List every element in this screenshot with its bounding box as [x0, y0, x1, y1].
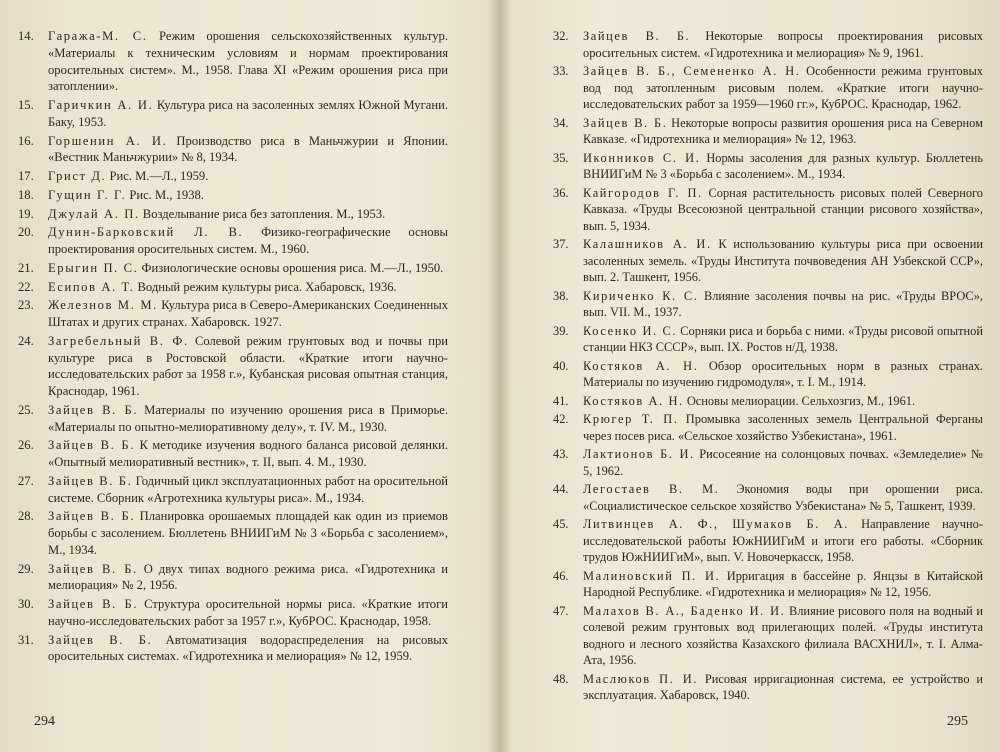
entry-author: Зайцев В. Б.: [48, 438, 135, 453]
entry-text: Ирригация в бассейне р. Янцзы в Китайской Народной Республике. «Гидротехника и мелиорация» № 12, 1956.: [583, 568, 984, 599]
entry-author: Зайцев В. Б., Семененко А. Н.: [583, 64, 801, 78]
entry-number: 18.: [18, 187, 34, 202]
entry-text: Влияние засоления почвы на рис. «Труды ВРОС», вып. VII. М., 1937.: [583, 288, 983, 319]
entry-author: Лактионов Б. И.: [583, 447, 695, 461]
entry-number: 42.: [553, 412, 569, 426]
entry-text: Промывка засоленных земель Центральной Ферганы через посев риса. «Сельское хозяйство Узбекистана», 1961.: [583, 412, 984, 443]
bibliography-entry: [553, 63, 983, 113]
entry-number: 39.: [553, 323, 569, 338]
bibliography-entry: [553, 393, 983, 410]
bibliography-entry: [18, 632, 448, 666]
bibliography-entry: [553, 28, 983, 61]
entry-number: 25.: [18, 402, 34, 417]
entry-number: 48.: [553, 671, 569, 686]
bibliography-entry: [18, 206, 448, 223]
bibliography-entry: [18, 561, 448, 595]
entry-author: Костяков А. Н.: [583, 358, 699, 373]
entry-number: 47.: [553, 603, 569, 618]
bibliography-entry: [18, 97, 448, 131]
bibliography-entry: [18, 260, 448, 277]
entry-number: 41.: [553, 393, 569, 408]
entry-author: Костяков А. Н.: [583, 393, 684, 408]
entry-author: Джулай А. П.: [48, 206, 140, 221]
entry-text: Рис. М.—Л., 1959.: [109, 169, 209, 183]
entry-author: Зайцев В. Б.: [48, 632, 153, 647]
bibliography-entry: [553, 481, 983, 514]
right-page: [553, 28, 983, 706]
entry-text: Сорная растительность рисовых полей Северного Кавказа. «Труды Всесоюзной центральной станции рисового хозяйства», вып. 5, 1934.: [583, 185, 983, 233]
bibliography-entry: [553, 323, 983, 356]
entry-author: Зайцев В. Б.: [48, 402, 139, 417]
entry-text: Сорняки риса и борьба с ними. «Труды рисовой опытной станции НКЗ СССР», вып. IX. Ростов н/Д, 1938.: [583, 323, 983, 354]
entry-text: Направление научно-исследовательской работы ЮжНИИГиМ и итоги его работы. «Сборник трудов ЮжНИИГиМ», вып. V. Новочеркасск, 1958.: [583, 517, 983, 564]
entry-text: Солевой режим грунтовых вод и почвы при культуре риса в Ростовской области. «Краткие итоги научно-исследовательских работ за 1958 г.», Кубанская рисовая опытная станция, Краснодар, 1961.: [48, 333, 448, 398]
bibliography-entry: [18, 402, 448, 436]
entry-author: Малиновский П. И.: [583, 568, 721, 583]
left-page: [18, 28, 448, 667]
entry-number: 44.: [553, 482, 569, 496]
bibliography-entry: [18, 187, 448, 204]
bibliography-entry: [553, 115, 983, 148]
bibliography-entry: [553, 236, 983, 286]
entry-author: Зайцев В. Б.: [48, 473, 133, 488]
entry-author: Горшенин А. И.: [48, 133, 168, 148]
entry-number: 37.: [553, 237, 569, 251]
entry-number: 32.: [553, 29, 569, 43]
entry-author: Маслюков П. И.: [583, 671, 699, 686]
entry-author: Малахов В. А., Баденко И. И.: [583, 603, 786, 618]
bibliography-entry: [553, 411, 983, 444]
entry-number: 30.: [18, 597, 34, 611]
entry-number: 45.: [553, 517, 569, 531]
entry-text: Структура оросительной нормы риса. «Краткие итоги научно-исследовательских работ за 1957 г.», КубРОС. Краснодар, 1958.: [48, 597, 449, 628]
entry-text: Режим орошения сельскохозяйственных культур. «Материалы к техническим условиям и нормам проектирования оросительных систем». М., 1958. Глава XI «Режим орошения риса при затоплении».: [48, 29, 448, 94]
entry-text: Возделывание риса без затопления. М., 1953.: [142, 206, 386, 221]
bibliography-entry: [18, 333, 448, 400]
entry-author: Гаричкин А. И.: [48, 98, 154, 112]
entry-author: Зайцев В. Б.: [48, 597, 139, 611]
entry-author: Есипов А. Т.: [48, 279, 135, 294]
entry-number: 33.: [553, 64, 569, 78]
entry-text: Годичный цикл эксплуатационных работ на оросительной системе. Сборник «Агротехника культуры риса». М., 1934.: [48, 473, 448, 505]
bibliography-entry: [553, 568, 983, 601]
entry-text: Обзор оросительных норм в разных странах. Материалы по изучению гидромодуля», т. I. М., 1914.: [583, 358, 983, 389]
entry-text: Рисосеяние на солонцовых почвах. «Земледелие» № 5, 1962.: [583, 447, 983, 478]
entry-text: Культура риса на засоленных землях Южной Мугани. Баку, 1953.: [48, 98, 448, 129]
page-number-left: 294: [34, 714, 55, 729]
entry-author: Легостаев В. М.: [583, 482, 720, 496]
entry-author: Гаража-М. С.: [48, 29, 148, 43]
bibliography-entry: [553, 185, 983, 235]
entry-author: Литвинцев А. Ф., Шумаков Б. А.: [583, 517, 849, 531]
bibliography-entry: [18, 473, 448, 507]
entry-author: Кайгородов Г. П.: [583, 185, 703, 200]
entry-author: Зайцев В. Б.: [48, 509, 136, 524]
entry-text: Особенности режима грунтовых вод под затопленным рисовым полем. «Краткие итоги научно-исследовательских работ за 1959—1960 гг.», КубРОС. Краснодар, 1962.: [583, 64, 983, 111]
entry-number: 40.: [553, 358, 569, 373]
entry-text: Основы мелиорации. Сельхозгиз, М., 1961.: [686, 393, 916, 408]
entry-author: Дунин-Барковский Л. В.: [48, 225, 244, 240]
entry-number: 23.: [18, 298, 34, 313]
entry-text: Водный режим культуры риса. Хабаровск, 1936.: [137, 279, 397, 294]
bibliography-entry: [18, 437, 448, 471]
entry-text: Материалы по изучению орошения риса в Приморье. «Материалы по опытно-мелиоративному делу», т. IV. М., 1930.: [48, 402, 448, 434]
entry-author: Железнов М. М.: [48, 298, 158, 313]
entry-number: 43.: [553, 447, 569, 461]
bibliography-entry: [18, 28, 448, 95]
bibliography-entry: [18, 596, 448, 630]
entry-text: О двух типах водного режима риса. «Гидротехника и мелиорация» № 2, 1956.: [48, 561, 449, 593]
bibliography-entry: [553, 446, 983, 479]
entry-number: 17.: [18, 169, 34, 183]
bibliography-entry: [18, 508, 448, 558]
bibliography-entry: [553, 358, 983, 391]
entry-number: 35.: [553, 150, 569, 165]
entry-text: Рисовая ирригационная система, ее устройство и эксплуатация. Хабаровск, 1940.: [583, 671, 983, 702]
entry-number: 36.: [553, 185, 569, 200]
entry-text: Экономия воды при орошении риса. «Социалистическое сельское хозяйство Узбекистана» № 5, Ташкент, 1939.: [583, 482, 984, 513]
entry-text: К методике изучения водного баланса рисовой делянки. «Опытный мелиоративный вестник», т. II, вып. 4. М., 1930.: [48, 438, 448, 469]
entry-number: 26.: [18, 438, 34, 453]
entry-number: 20.: [18, 225, 34, 240]
bibliography-entry: [553, 603, 983, 669]
entry-author: Калашников А. И.: [583, 237, 712, 251]
entry-text: Физиологические основы орошения риса. М.—Л., 1950.: [141, 260, 444, 275]
entry-number: 27.: [18, 473, 34, 488]
bibliography-entry: [18, 168, 448, 185]
entry-number: 15.: [18, 98, 34, 112]
entry-author: Ерыгин П. С.: [48, 260, 139, 275]
entry-author: Гущин Г. Г.: [48, 187, 127, 202]
bibliography-entry: [18, 133, 448, 167]
entry-text: Планировка орошаемых площадей как один из приемов борьбы с засолением. Бюллетень ВНИИГиМ № 3 «Борьба с засолением», М., 1934.: [48, 509, 448, 557]
entry-text: Автоматизация водораспределения на рисовых оросительных системах. «Гидротехника и мелиорация» № 12, 1959.: [48, 632, 449, 664]
entry-author: Иконников С. И.: [583, 150, 701, 165]
entry-text: Нормы засоления для разных культур. Бюллетень ВНИИГиМ № 3 «Борьба с засолением». М., 1934.: [583, 150, 984, 181]
entry-number: 24.: [18, 333, 34, 348]
entry-number: 21.: [18, 260, 34, 275]
entry-number: 38.: [553, 288, 569, 303]
entry-number: 28.: [18, 509, 34, 524]
bibliography-entry: [18, 224, 448, 258]
entry-text: Производство риса в Маньчжурии и Японии. «Вестник Маньчжурии» № 8, 1934.: [48, 133, 448, 165]
entry-number: 14.: [18, 29, 34, 43]
bibliography-entry: [18, 297, 448, 331]
page-number-right: 295: [947, 714, 968, 729]
entry-number: 19.: [18, 206, 34, 221]
entry-author: Зайцев В. Б.: [583, 115, 668, 130]
entry-author: Грист Д.: [48, 169, 107, 183]
entry-text: Физико-географические основы проектирования оросительных систем. М., 1960.: [48, 225, 448, 256]
entry-text: К использованию культуры риса при освоении засоленных земель. «Труды Института почвоведения АН Узбекской ССР», вып. 2. Ташкент, 1956.: [583, 237, 983, 284]
bibliography-entry: [553, 516, 983, 566]
entry-author: Загребельный В. Ф.: [48, 333, 189, 348]
entry-number: 34.: [553, 115, 569, 130]
entry-author: Зайцев В. Б.: [48, 561, 138, 576]
entry-text: Рис. М., 1938.: [129, 187, 204, 202]
entry-number: 46.: [553, 568, 569, 583]
entry-author: Косенко И. С.: [583, 323, 678, 338]
entry-text: Некоторые вопросы проектирования рисовых оросительных систем. «Гидротехника и мелиорация» № 9, 1961.: [583, 29, 983, 60]
entry-text: Культура риса в Северо-Американских Соединенных Штатах и других странах. Хабаровск. 1927.: [48, 298, 448, 329]
bibliography-entry: [553, 288, 983, 321]
entry-author: Кириченко К. С.: [583, 288, 699, 303]
entry-author: Крюгер Т. П.: [583, 412, 679, 426]
entry-number: 22.: [18, 279, 34, 294]
bibliography-entry: [553, 671, 983, 704]
entry-text: Влияние рисового поля на водный и солевой режим грунтовых вод прилегающих полей. «Труды института водного и лесного хозяйства Казахского филиала ВАСХНИЛ», т. I. Алма-Ата, 1956.: [583, 603, 983, 667]
bibliography-entry: [553, 150, 983, 183]
entry-author: Зайцев В. Б.: [583, 29, 691, 43]
entry-text: Некоторые вопросы развития орошения риса на Северном Кавказе. «Гидротехника и мелиорация» № 12, 1963.: [583, 115, 983, 146]
entry-number: 29.: [18, 561, 34, 576]
entry-number: 16.: [18, 133, 34, 148]
book-gutter: [487, 0, 513, 752]
entry-number: 31.: [18, 632, 34, 647]
bibliography-entry: [18, 279, 448, 296]
